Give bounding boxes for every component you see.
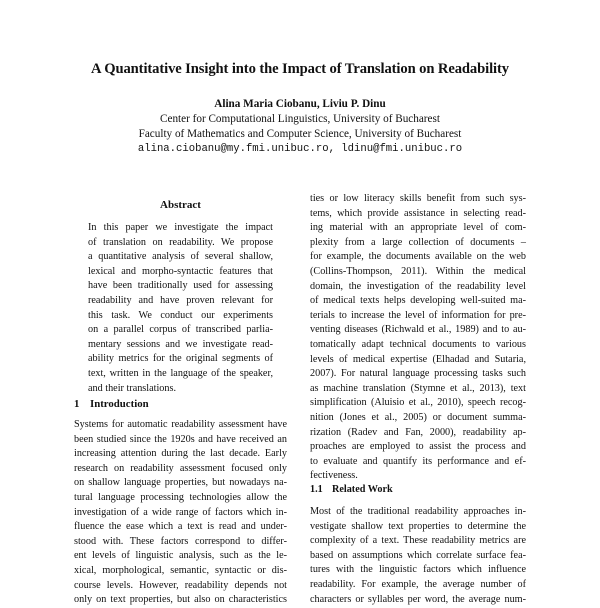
body-line: on shallow language properties, but nowadays na-	[74, 477, 287, 489]
body-line: complexity of a text. These readability metrics are	[310, 535, 526, 547]
paper-title: A Quantitative Insight into the Impact of Translation on Readability	[91, 61, 509, 77]
body-line: fectiveness.	[310, 470, 358, 482]
body-line: fluence the ease which a text is read and under-	[74, 521, 287, 533]
body-line: investigation of a wide range of factors which in-	[74, 506, 287, 518]
body-line: of medical texts helps developing well-suited ma-	[310, 295, 526, 307]
body-line: as machine translation (Stymne et al., 2013), text	[310, 382, 526, 394]
body-line: 2007). For natural language processing tasks such	[310, 368, 526, 380]
body-line: ties or low literacy skills benefit from such sys-	[310, 193, 526, 204]
body-line: tural language processing technologies allow the	[74, 491, 287, 503]
body-line: readability. For example, the average number of	[310, 578, 526, 590]
body-line: research on readability assessment focused only	[74, 462, 287, 474]
related-work-body	[310, 505, 526, 607]
body-line: (Collins-Thompson, 2011). Within the medical	[310, 265, 526, 277]
abstract-line: mentary sessions and we investigate read-	[88, 338, 273, 350]
body-line: plexity from a large collection of documents –	[310, 236, 526, 248]
body-line: tems, which provide assistance in selecting read-	[310, 207, 526, 219]
abstract-line: have been traditionally used for assessing	[88, 280, 273, 292]
body-line: increasing attention during the last decade. Early	[74, 448, 287, 460]
paper-authors: Alina Maria Ciobanu, Liviu P. Dinu	[214, 98, 386, 110]
section-number: 1.1	[310, 484, 323, 495]
right-column-body	[310, 192, 526, 484]
body-line: rization (Radev and Fan, 2000), readability ap-	[310, 426, 526, 438]
abstract-line: ability metrics for the original segments of	[88, 353, 273, 365]
body-line: only on text properties, but also on characteristics	[74, 594, 287, 606]
abstract-line: readability and have proven relevant for	[88, 294, 273, 306]
body-line: based on assumptions which correlate surface fea-	[310, 549, 526, 561]
body-line: tomatically adapt technical documents to various	[310, 338, 526, 350]
abstract-line: In this paper we investigate the impact	[88, 222, 273, 233]
body-line: to evaluate and quantify its performance and ef-	[310, 455, 526, 467]
abstract-line: on a parallel corpus of transcribed parlia-	[88, 324, 273, 336]
section-title: Introduction	[90, 398, 149, 410]
body-line: terials to increase the level of information for pre-	[310, 309, 526, 321]
body-line: Most of the traditional readability approaches in-	[310, 506, 526, 517]
body-line: ing material with an appropriate level of com-	[310, 222, 526, 234]
body-line: course levels. However, readability depends not	[74, 579, 287, 591]
body-line: domain, the investigation of the readability level	[310, 280, 526, 292]
affiliation-1: Center for Computational Linguistics, University of Bucharest	[160, 113, 440, 125]
body-line: stood with. These factors correspond to differ-	[74, 535, 287, 547]
abstract-line: and their translations.	[88, 382, 176, 394]
abstract-line: lexical and morpho-syntactic features that	[88, 265, 273, 277]
body-line: venting diseases (Richwald et al., 1989) and to au-	[310, 324, 526, 336]
body-line: been studied since the 1920s and have received an	[74, 433, 287, 445]
body-line: tures with the linguistic factors which influence	[310, 564, 526, 576]
introduction-body	[74, 418, 287, 608]
body-line: characters or syllables per word, the average num-	[310, 593, 526, 605]
body-line: proaches are employed to assist the process and	[310, 441, 526, 453]
body-line: simplification (Aluisio et al., 2010), speech recog-	[310, 397, 526, 409]
section-heading-introduction	[74, 398, 149, 410]
body-line: nition (Jones et al., 2005) or document summa-	[310, 411, 526, 423]
abstract-line: this task. We conduct our experiments	[88, 309, 273, 321]
body-line: for example, the documents available on the web	[310, 251, 526, 263]
section-title: Related Work	[332, 484, 393, 495]
body-line: xical, morphological, semantic, syntactic or dis-	[74, 564, 287, 576]
section-heading-related-work	[310, 484, 393, 495]
section-number: 1	[74, 398, 80, 410]
body-line: vestigate shallow text properties to determine the	[310, 520, 526, 532]
abstract-line: text, written in the language of the speaker,	[88, 367, 273, 379]
abstract-line: of translation on readability. We propose	[88, 236, 273, 248]
body-line: levels of medical expertise (Elhadad and Sutaria,	[310, 353, 526, 365]
affiliation-2: Faculty of Mathematics and Computer Science, University of Bucharest	[138, 128, 462, 140]
abstract-body	[88, 221, 273, 396]
abstract-line: a quantitative analysis of several shallow,	[88, 251, 273, 263]
abstract-heading: Abstract	[160, 199, 201, 211]
body-line: ent levels of linguistic analysis, such as the le-	[74, 550, 287, 562]
body-line: Systems for automatic readability assessment have	[74, 419, 287, 430]
author-emails: alina.ciobanu@my.fmi.unibuc.ro, ldinu@fmi.unibuc.ro	[137, 143, 463, 155]
